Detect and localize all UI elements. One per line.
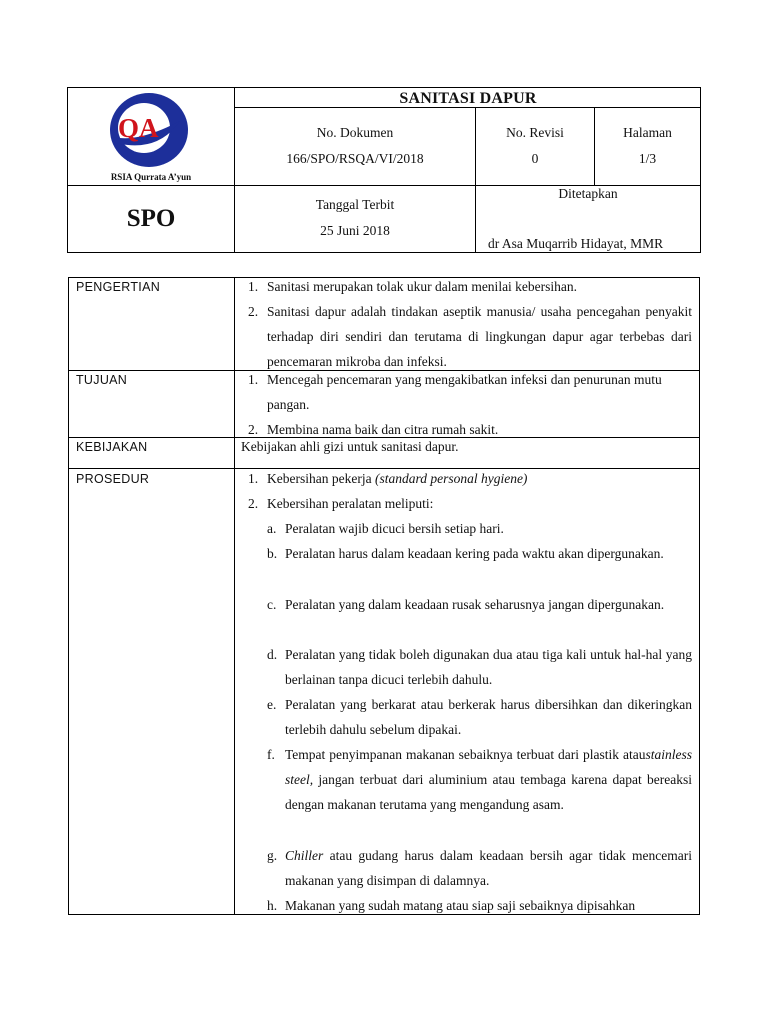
spo-label: SPO	[126, 205, 176, 232]
list-item: Sanitasi dapur adalah tindakan aseptik manusia/ usaha pencegahan penyakit terhadap diri sendiri dan terutama di lingkungan dapur agar terbebas dari pencemaran mikroba dan infeksi.	[267, 304, 692, 369]
hospital-name: RSIA Qurrata A’yun	[110, 172, 192, 182]
tanggal-terbit-value: 25 Juni 2018	[320, 223, 390, 238]
list-item: Mencegah pencemaran yang mengakibatkan infeksi dan penurunan mutu pangan.	[267, 372, 662, 412]
sublist-item: Peralatan yang tidak boleh digunakan dua atau tiga kali untuk hal-hal yang berlainan tanpa dicuci terlebih dahulu.	[285, 647, 692, 687]
list-item-text: Kebersihan pekerja	[267, 471, 375, 486]
sublist-item-text: jangan terbuat dari aluminium atau tembaga karena dapat bereaksi dengan makanan terutama yang mengandung asam.	[285, 772, 692, 812]
no-revisi-label: No. Revisi	[506, 125, 564, 140]
sublist-item	[285, 742, 692, 817]
ditetapkan-label: Ditetapkan	[558, 186, 618, 201]
sublist-letter: d.	[267, 647, 278, 662]
no-revisi-value: 0	[531, 151, 539, 166]
sublist-item: Peralatan yang dalam keadaan rusak seharusnya jangan dipergunakan.	[285, 597, 665, 612]
logo	[108, 91, 190, 169]
sublist-item-text: atau gudang harus dalam keadaan bersih agar tidak mencemari makanan yang disimpan di dalamnya.	[285, 848, 692, 888]
sublist-item-text: Tempat penyimpanan makanan sebaiknya terbuat dari plastik atau	[285, 747, 646, 762]
no-dokumen-value: 166/SPO/RSQA/VI/2018	[286, 151, 424, 166]
list-item	[267, 466, 692, 491]
signatory-name: dr Asa Muqarrib Hidayat, MMR	[488, 236, 664, 251]
section-label-kebijakan: KEBIJAKAN	[76, 440, 148, 454]
list-item: Sanitasi merupakan tolak ukur dalam menilai kebersihan.	[267, 279, 578, 294]
sublist-item-italic: stainless steel,	[285, 747, 692, 787]
sublist-letter: a.	[267, 521, 277, 536]
sublist-item: Peralatan wajib dicuci bersih setiap hari.	[285, 521, 504, 536]
no-dokumen-label: No. Dokumen	[316, 125, 394, 140]
document-title: SANITASI DAPUR	[399, 90, 537, 107]
sublist-item	[285, 843, 692, 893]
section-label-prosedur: PROSEDUR	[76, 472, 150, 486]
list-item: Kebersihan peralatan meliputi:	[267, 496, 434, 511]
list-number: 1.	[248, 372, 259, 387]
halaman-value: 1/3	[638, 151, 657, 166]
list-number: 2.	[248, 496, 259, 511]
sublist-letter: h.	[267, 898, 278, 913]
list-item: Membina nama baik dan citra rumah sakit.	[267, 422, 499, 437]
list-number: 2.	[248, 422, 259, 437]
sublist-letter: e.	[267, 697, 277, 712]
svg-text:QA: QA	[118, 113, 159, 143]
sublist-letter: g.	[267, 848, 278, 863]
section-label-tujuan: TUJUAN	[76, 373, 128, 387]
sublist-item-italic: Chiller	[285, 848, 324, 863]
list-number: 1.	[248, 471, 259, 486]
kebijakan-text: Kebijakan ahli gizi untuk sanitasi dapur.	[241, 439, 459, 454]
sublist-letter: f.	[267, 747, 275, 762]
sublist-letter: b.	[267, 546, 278, 561]
list-item-italic: (standard personal hygiene)	[374, 471, 528, 486]
sublist-item: Peralatan harus dalam keadaan kering pada waktu akan dipergunakan.	[285, 546, 664, 561]
sublist-letter: c.	[267, 597, 277, 612]
sublist-item: Makanan yang sudah matang atau siap saji sebaiknya dipisahkan	[285, 898, 636, 913]
tanggal-terbit-label: Tanggal Terbit	[315, 197, 395, 212]
halaman-label: Halaman	[623, 125, 672, 140]
list-number: 2.	[248, 304, 259, 319]
list-number: 1.	[248, 279, 259, 294]
section-label-pengertian: PENGERTIAN	[76, 280, 161, 294]
sublist-item: Peralatan yang berkarat atau berkerak harus dibersihkan dan dikeringkan terlebih dahulu sebelum dipakai.	[285, 697, 692, 737]
